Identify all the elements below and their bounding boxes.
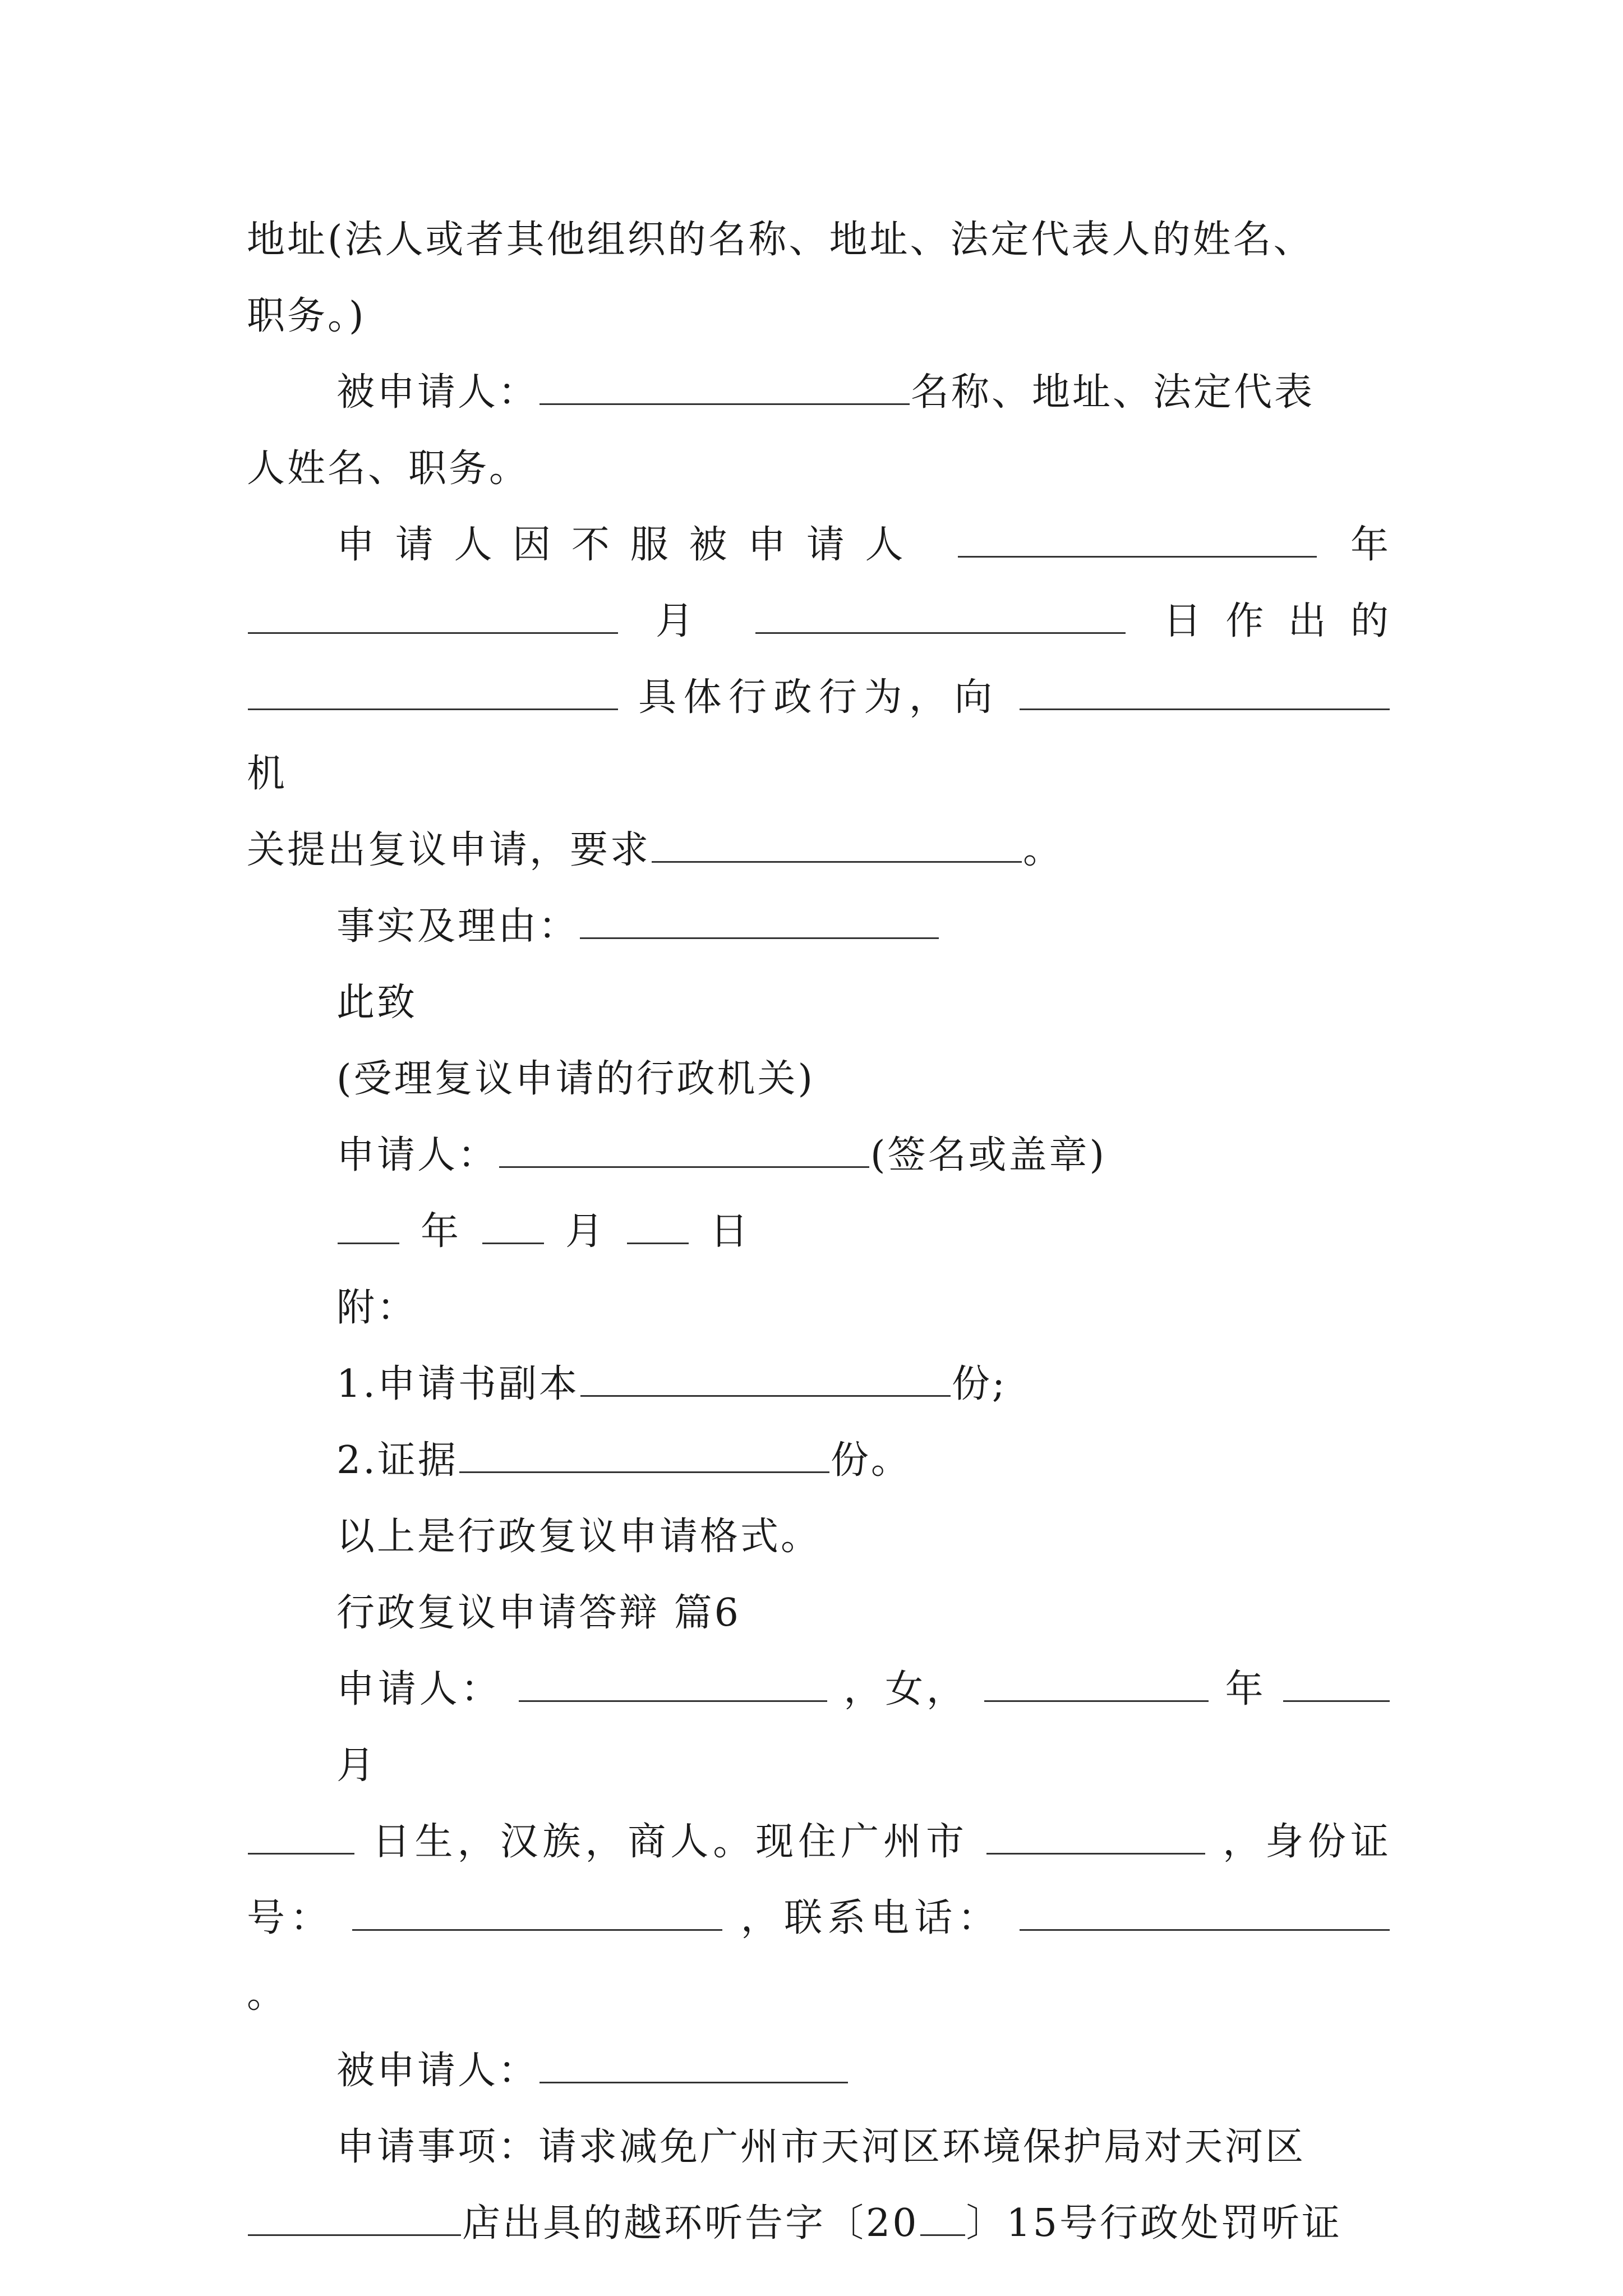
attachment-2 [247, 1423, 1391, 1499]
applicant-line-1 [247, 1651, 1391, 1804]
request-blank[interactable] [652, 822, 1022, 863]
facts-line [247, 889, 1391, 965]
text: 号： [247, 1896, 334, 1940]
text: 年 [1225, 1667, 1267, 1711]
text: 〕15号行政处罚听证 [966, 2201, 1343, 2246]
text: 行政复议申请答辩 篇6 [336, 1591, 741, 1635]
salutation [247, 965, 1391, 1041]
paragraph-line-2 [247, 278, 1391, 355]
address-blank[interactable] [986, 1814, 1205, 1855]
text: 月 [655, 599, 718, 643]
recipient-authority [247, 1041, 1391, 1117]
text: 附： [336, 1286, 418, 1330]
text: 申请人： [336, 1667, 502, 1711]
text: 。 [247, 1972, 288, 2017]
text: 以上是行政复议申请格式。 [336, 1515, 822, 1559]
text: 地址(法人或者其他组织的名称、地址、法定代表人的姓名、 [247, 218, 1314, 262]
attachments-label [247, 1270, 1391, 1346]
copies-blank[interactable] [580, 1356, 951, 1397]
text: 2.证据 [336, 1438, 458, 1483]
year-blank[interactable] [338, 1203, 399, 1244]
statement-line-3 [247, 660, 1391, 812]
text: 申请事项：请求减免广州市天河区环境保护局对天河区 [336, 2125, 1306, 2169]
text: (受理复议申请的行政机关) [336, 1057, 815, 1101]
text: 被申请人： [336, 2049, 539, 2093]
year-blank[interactable] [958, 517, 1317, 558]
store-blank[interactable] [248, 2195, 461, 2236]
text: ，联系电话： [740, 1896, 1001, 1940]
birth-year-blank[interactable] [984, 1661, 1209, 1702]
respondent-label: 被申请人： [336, 370, 539, 415]
statement-line-1 [247, 507, 1391, 583]
applicant-line-3 [247, 1880, 1391, 2033]
text: 。 [1023, 828, 1064, 872]
text: 关提出复议申请，要求 [247, 828, 651, 872]
respondent-hint: 名称、地址、法定代表 [911, 370, 1315, 415]
text: 日生，汉族，商人。现住广州市 [372, 1820, 969, 1864]
signature-blank[interactable] [499, 1127, 869, 1168]
paragraph-line-1 [247, 202, 1391, 278]
applicant-name-blank[interactable] [519, 1661, 827, 1702]
text: 份。 [830, 1438, 911, 1483]
year-label: 年 [421, 1209, 462, 1254]
attachment-1 [247, 1346, 1391, 1423]
text: 月 [336, 1743, 377, 1788]
month-label: 月 [565, 1209, 606, 1254]
date-line [247, 1194, 1391, 1270]
request-items-line-2 [247, 2185, 1391, 2262]
text: ，身份证 [1223, 1820, 1391, 1864]
text: 此致 [336, 981, 418, 1025]
statement-line-2 [247, 583, 1391, 660]
day-label: 日 [710, 1209, 751, 1254]
closing-line [247, 1499, 1391, 1575]
section-heading [247, 1575, 1391, 1651]
authority-blank[interactable] [1020, 669, 1390, 710]
respondent-line-2 [247, 2033, 1391, 2109]
id-number-blank[interactable] [352, 1890, 722, 1931]
applicant-label: 申请人： [336, 1133, 499, 1177]
text: 日作出的 [1163, 599, 1391, 643]
day-blank[interactable] [627, 1203, 689, 1244]
evidence-blank[interactable] [459, 1432, 829, 1473]
statement-line-4 [247, 812, 1391, 889]
text: 职务。) [247, 294, 366, 338]
birth-month-blank[interactable] [1283, 1661, 1390, 1702]
respondent-blank-2[interactable] [540, 2042, 848, 2083]
text: 具体行政行为，向 [638, 675, 999, 720]
document-page [247, 202, 1391, 2262]
month-blank[interactable] [482, 1203, 544, 1244]
respondent-line [247, 355, 1391, 431]
signature-line [247, 1117, 1391, 1194]
respondent-blank[interactable] [540, 364, 910, 405]
phone-blank[interactable] [1020, 1890, 1390, 1931]
text: 份; [951, 1362, 1007, 1406]
year-suffix-blank[interactable] [920, 2195, 965, 2236]
text: ，女， [843, 1667, 968, 1711]
text: 年 [1350, 523, 1391, 567]
applicant-line-2 [247, 1804, 1391, 1880]
birth-day-blank[interactable] [248, 1814, 354, 1855]
text: (签名或盖章) [870, 1133, 1107, 1177]
request-items-line [247, 2109, 1391, 2185]
text: 申请人因不服被申请人 [336, 523, 924, 567]
date-blank-1[interactable] [248, 593, 618, 634]
text: 1.申请书副本 [336, 1362, 579, 1406]
date-blank-2[interactable] [755, 593, 1126, 634]
action-blank[interactable] [248, 669, 618, 710]
text: 机 [247, 752, 288, 796]
respondent-hint-cont [247, 431, 1391, 507]
text: 人姓名、职务。 [247, 447, 530, 491]
text: 店出具的越环听告字〔20 [462, 2201, 919, 2246]
facts-label: 事实及理由： [336, 904, 579, 949]
facts-blank[interactable] [580, 898, 939, 939]
